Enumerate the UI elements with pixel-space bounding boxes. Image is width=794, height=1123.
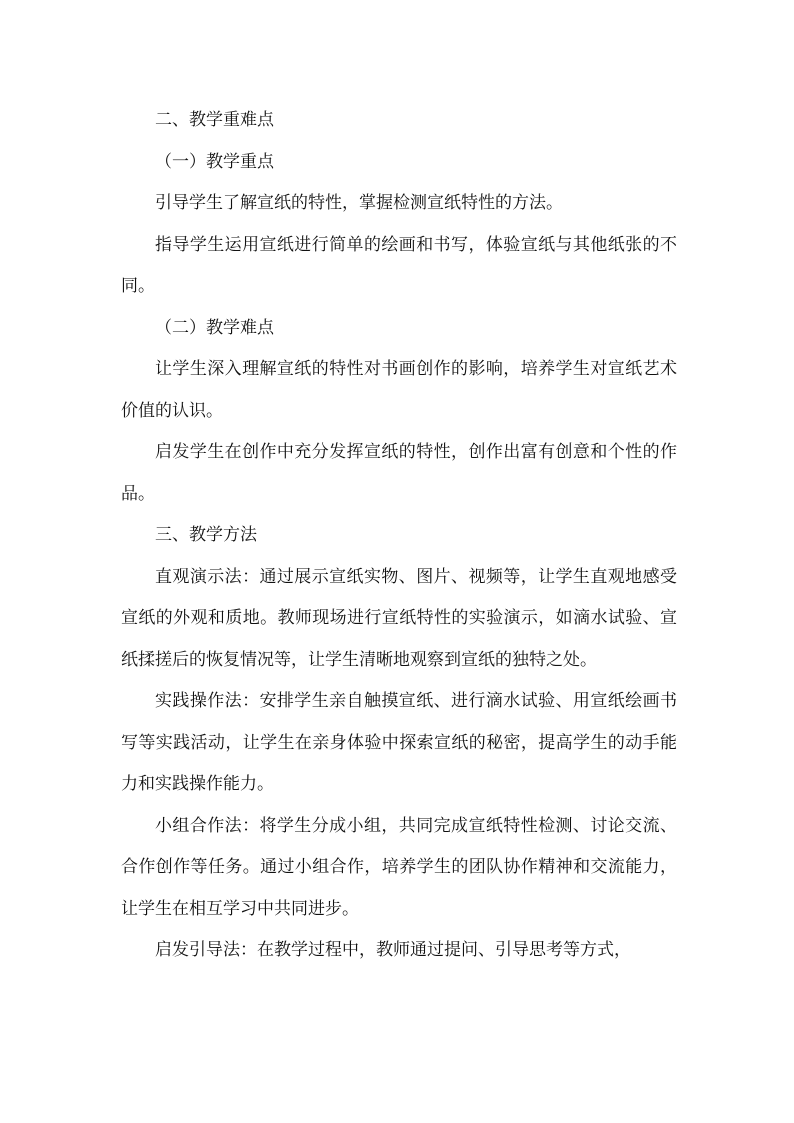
paragraph-method-group: 小组合作法：将学生分成小组，共同完成宣纸特性检测、讨论交流、合作创作等任务。通过小组合作，培养学生的团队协作精神和交流能力，让学生在相互学习中共同进步。 — [121, 815, 677, 919]
paragraph-difficult-1: 让学生深入理解宣纸的特性对书画创作的影响，培养学生对宣纸艺术价值的认识。 — [121, 359, 677, 421]
subsection-heading-key-points: （一）教学重点 — [155, 151, 274, 172]
section-heading-difficulties: 二、教学重难点 — [155, 110, 274, 130]
section-heading-methods: 三、教学方法 — [155, 525, 257, 545]
paragraph-method-practice: 实践操作法：安排学生亲自触摸宣纸、进行滴水试验、用宣纸绘画书写等实践活动，让学生在亲身体验中探索宣纸的秘密，提高学生的动手能力和实践操作能力。 — [121, 691, 677, 794]
paragraph-key-2: 指导学生运用宣纸进行简单的绘画和书写，体验宣纸与其他纸张的不同。 — [121, 234, 677, 296]
paragraph-method-guidance: 启发引导法：在教学过程中，教师通过提问、引导思考等方式， — [155, 940, 631, 960]
paragraph-key-1: 引导学生了解宣纸的特性，掌握检测宣纸特性的方法。 — [155, 193, 563, 213]
paragraph-method-demonstration: 直观演示法：通过展示宣纸实物、图片、视频等，让学生直观地感受宣纸的外观和质地。教师现场进行宣纸特性的实验演示，如滴水试验、宣纸揉搓后的恢复情况等，让学生清晰地观察到宣纸的独特之处。 — [121, 566, 677, 670]
subsection-heading-difficult-points: （二）教学难点 — [155, 317, 274, 338]
document-body — [121, 100, 677, 972]
paragraph-difficult-2: 启发学生在创作中充分发挥宣纸的特性，创作出富有创意和个性的作品。 — [121, 442, 677, 504]
